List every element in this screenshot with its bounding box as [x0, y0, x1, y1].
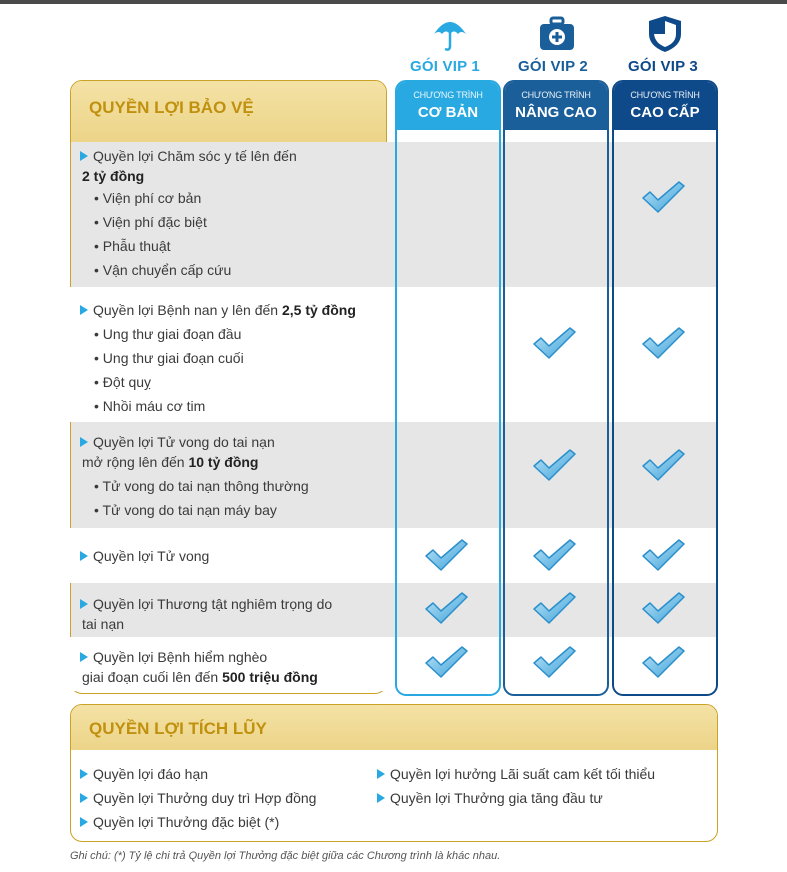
benefit-disability	[80, 594, 332, 634]
benefit-medical	[80, 146, 297, 186]
accum-item	[377, 764, 655, 784]
plan-tier-vip1: CƠ BẢN	[417, 104, 479, 121]
benefit-sub: • Nhồi máu cơ tim	[94, 398, 206, 414]
accum-item	[80, 812, 279, 832]
benefit-accident-label2: mở rộng lên đến	[82, 454, 189, 470]
bullet-arrow-icon	[377, 769, 385, 779]
accum-item-label: Quyền lợi Thưởng đặc biệt (*)	[93, 814, 280, 830]
plan-header-vip1	[397, 82, 499, 130]
benefit-disability-label2: tai nạn	[82, 616, 125, 632]
bullet-arrow-icon	[80, 793, 88, 803]
check-icon	[424, 591, 468, 625]
check-icon	[532, 448, 576, 482]
benefit-sub: • Phẫu thuật	[94, 238, 171, 254]
check-icon	[641, 448, 685, 482]
benefit-critical-amount: 2,5 tỷ đồng	[281, 302, 356, 318]
benefit-sub: • Tử vong do tai nạn thông thường	[94, 478, 309, 494]
benefit-accident-label: Quyền lợi Tử vong do tai nạn	[93, 434, 275, 450]
bullet-arrow-icon	[80, 151, 88, 161]
check-icon	[532, 645, 576, 679]
accum-item	[377, 788, 603, 808]
benefit-sub: • Ung thư giai đoạn đầu	[94, 326, 242, 342]
benefit-critical-label: Quyền lợi Bệnh nan y lên đến	[93, 302, 282, 318]
accum-item	[80, 764, 208, 784]
check-icon	[641, 645, 685, 679]
accum-item	[80, 788, 316, 808]
medical-kit-icon	[537, 14, 577, 54]
benefit-sub: • Viện phí cơ bản	[94, 190, 202, 206]
bullet-arrow-icon	[80, 437, 88, 447]
accumulation-title: QUYỀN LỢI TÍCH LŨY	[89, 719, 267, 738]
benefit-sub: • Tử vong do tai nạn máy bay	[94, 502, 277, 518]
benefit-death-label: Quyền lợi Tử vong	[93, 548, 210, 564]
bullet-arrow-icon	[377, 793, 385, 803]
plan-tier-vip3: CAO CẤP	[630, 104, 700, 121]
check-icon	[641, 591, 685, 625]
check-icon	[532, 591, 576, 625]
plan-title-vip1: GÓI VIP 1	[410, 58, 480, 75]
benefit-sub: • Vận chuyển cấp cứu	[94, 262, 232, 278]
plan-title-vip2: GÓI VIP 2	[518, 58, 588, 75]
plan-sub-vip2: CHƯƠNG TRÌNH	[521, 90, 591, 100]
plan-tier-vip2: NÂNG CAO	[515, 104, 597, 121]
check-icon	[532, 538, 576, 572]
top-bar	[0, 0, 787, 4]
benefit-death	[80, 546, 209, 566]
plan-sub-vip3: CHƯƠNG TRÌNH	[630, 90, 700, 100]
benefit-terminal-label: Quyền lợi Bệnh hiểm nghèo	[93, 649, 268, 665]
bullet-arrow-icon	[80, 599, 88, 609]
check-icon	[641, 326, 685, 360]
benefit-sub: • Ung thư giai đoạn cuối	[94, 350, 244, 366]
bullet-arrow-icon	[80, 305, 88, 315]
check-icon	[532, 326, 576, 360]
benefit-terminal-label2: giai đoạn cuối lên đến	[82, 669, 223, 685]
check-icon	[641, 538, 685, 572]
benefit-accident-amount: 10 tỷ đồng	[188, 454, 259, 470]
plan-sub-vip1: CHƯƠNG TRÌNH	[413, 90, 483, 100]
accum-item-label: Quyền lợi đáo hạn	[93, 766, 209, 782]
benefit-terminal	[80, 647, 318, 687]
benefit-medical-amount: 2 tỷ đồng	[82, 168, 145, 184]
plan-header-vip2	[505, 82, 607, 130]
shield-icon	[645, 14, 685, 54]
umbrella-icon	[430, 14, 470, 54]
benefit-medical-label: Quyền lợi Chăm sóc y tế lên đến	[93, 148, 297, 164]
bullet-arrow-icon	[80, 769, 88, 779]
bullet-arrow-icon	[80, 817, 88, 827]
protection-title: QUYỀN LỢI BẢO VỆ	[89, 98, 254, 117]
check-icon	[424, 645, 468, 679]
benefit-terminal-amount: 500 triệu đồng	[222, 669, 318, 685]
accum-item-label: Quyền lợi hưởng Lãi suất cam kết tối thiểu	[390, 766, 656, 782]
benefit-sub: • Đột quỵ	[94, 374, 152, 390]
accumulation-header	[71, 705, 717, 750]
benefit-disability-label: Quyền lợi Thương tật nghiêm trọng do	[93, 596, 333, 612]
bullet-arrow-icon	[80, 551, 88, 561]
check-icon	[641, 180, 685, 214]
benefit-critical	[80, 300, 356, 320]
plan-title-vip3: GÓI VIP 3	[628, 58, 698, 75]
footnote: Ghi chú: (*) Tỷ lệ chi trả Quyền lợi Thưởng đặc biệt giữa các Chương trình là khác nhau.	[70, 850, 501, 862]
benefit-sub: • Viện phí đặc biệt	[94, 214, 207, 230]
accum-item-label: Quyền lợi Thưởng duy trì Hợp đồng	[93, 790, 317, 806]
accum-item-label: Quyền lợi Thưởng gia tăng đầu tư	[390, 790, 603, 806]
benefit-accident-death	[80, 432, 275, 472]
check-icon	[424, 538, 468, 572]
bullet-arrow-icon	[80, 652, 88, 662]
plan-header-vip3	[614, 82, 716, 130]
protection-header	[71, 81, 386, 143]
